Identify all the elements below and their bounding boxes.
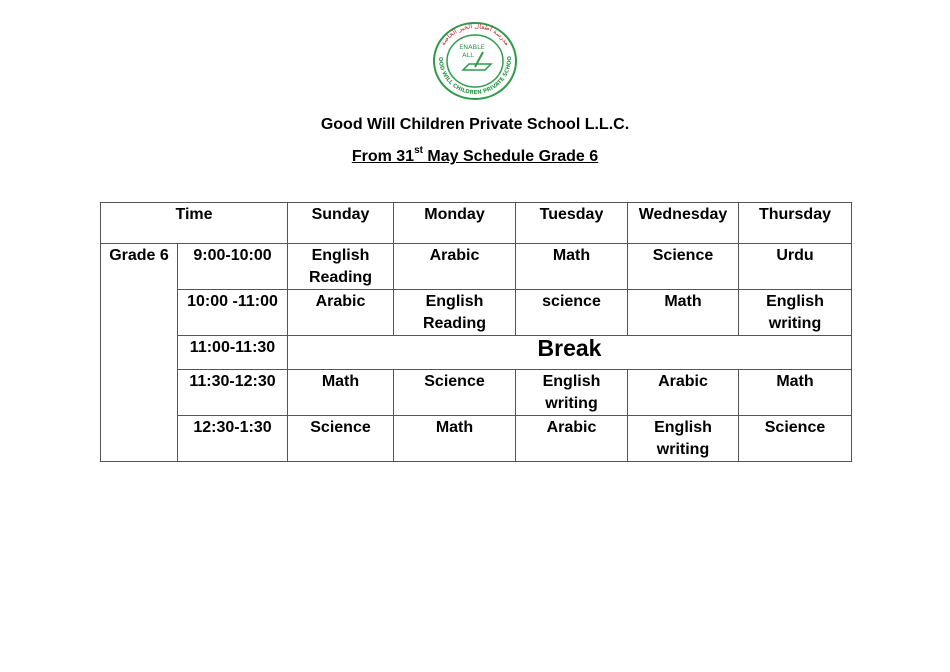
table-cell: Math [288, 370, 394, 416]
school-name: Good Will Children Private School L.L.C. [320, 116, 630, 133]
table-row [101, 290, 852, 336]
time-slot: 11:00-11:30 [178, 336, 288, 370]
header-thursday: Thursday [739, 203, 852, 244]
table-cell: Science [739, 416, 852, 462]
logo-arabic-text: مدرسة أطفال الخير الخاصة [438, 22, 512, 47]
table-cell: Science [628, 244, 739, 290]
table-cell: Math [628, 290, 739, 336]
break-label: Break [288, 336, 852, 370]
table-cell: Math [739, 370, 852, 416]
header-tuesday: Tuesday [516, 203, 628, 244]
header-sunday: Sunday [288, 203, 394, 244]
table-cell: Science [288, 416, 394, 462]
table-row [101, 416, 852, 462]
school-logo [425, 18, 525, 104]
table-cell: Arabic [516, 416, 628, 462]
table-row [101, 370, 852, 416]
table-cell: Arabic [288, 290, 394, 336]
break-row [101, 336, 852, 370]
table-cell: English Reading [288, 244, 394, 290]
logo-text-top: ENABLE [459, 43, 485, 51]
table-row [101, 244, 852, 290]
header-row [101, 203, 852, 244]
time-slot: 10:00 -11:00 [178, 290, 288, 336]
table-cell: Math [394, 416, 516, 462]
title-suffix: May Schedule Grade 6 [422, 148, 599, 165]
timetable [100, 202, 852, 462]
table-cell: Arabic [394, 244, 516, 290]
table-cell: English writing [739, 290, 852, 336]
time-slot: 11:30-12:30 [178, 370, 288, 416]
logo-ring-text: OOD WILL CHILDREN PRIVATE SCHOO [436, 55, 514, 97]
logo-text-bottom: ALL [462, 51, 474, 59]
table-cell: English Reading [394, 290, 516, 336]
time-slot: 9:00-10:00 [178, 244, 288, 290]
header-wednesday: Wednesday [628, 203, 739, 244]
header-time: Time [101, 203, 288, 244]
title-prefix: From 31 [351, 148, 415, 165]
table-cell: Math [516, 244, 628, 290]
table-cell: English writing [516, 370, 628, 416]
grade-label: Grade 6 [101, 244, 178, 462]
title-superscript: st [414, 145, 423, 156]
table-cell: Science [394, 370, 516, 416]
header-monday: Monday [394, 203, 516, 244]
table-cell: English writing [628, 416, 739, 462]
time-slot: 12:30-1:30 [178, 416, 288, 462]
schedule-title [0, 145, 950, 166]
table-cell: Urdu [739, 244, 852, 290]
table-cell: science [516, 290, 628, 336]
table-cell: Arabic [628, 370, 739, 416]
